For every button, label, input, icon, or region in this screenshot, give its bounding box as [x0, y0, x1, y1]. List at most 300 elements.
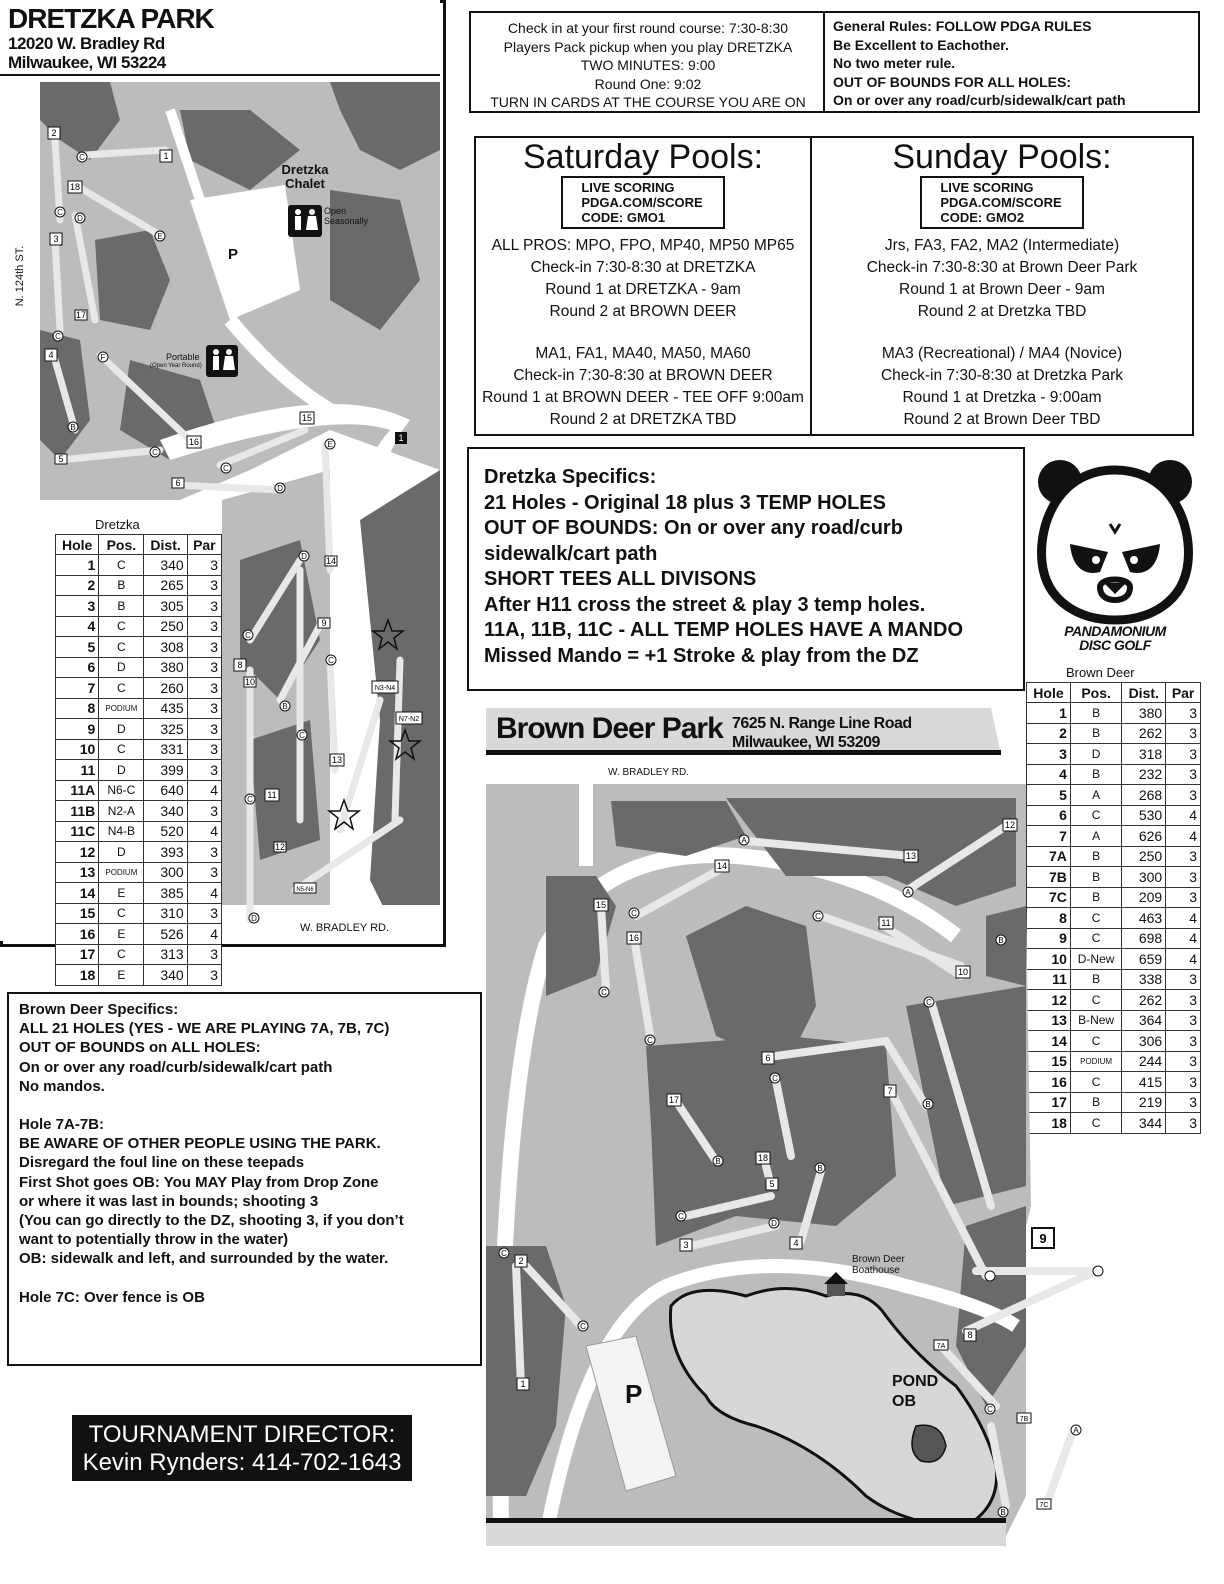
- svg-text:C: C: [79, 153, 85, 162]
- bd-table-cell: 18: [1027, 1113, 1071, 1134]
- svg-text:8: 8: [237, 660, 243, 670]
- svg-text:D: D: [301, 552, 307, 561]
- bd-table-cell: 3: [1166, 1051, 1201, 1072]
- pool-line: MA3 (Recreational) / MA4 (Novice): [881, 345, 1123, 362]
- svg-text:17: 17: [75, 310, 87, 320]
- bd-table-cell: 415: [1122, 1072, 1166, 1093]
- bd-table-cell: 3: [1166, 887, 1201, 908]
- bd-table-cell: 244: [1122, 1051, 1166, 1072]
- svg-text:6: 6: [765, 1053, 771, 1063]
- live-line: LIVE SCORING: [581, 180, 675, 195]
- pool-line: Round 1 at BROWN DEER - TEE OFF 9:00am: [482, 389, 804, 406]
- dretzka-table-cell: 331: [144, 739, 187, 760]
- spec-line: After H11 cross the street & play 3 temp holes.: [484, 593, 926, 616]
- dretzka-table-cell: N6-C: [99, 780, 144, 801]
- pool-line: Jrs, FA3, FA2, MA2 (Intermediate): [884, 237, 1120, 254]
- bd-table-cell: 2: [1027, 723, 1071, 744]
- bd-table-cell: 4: [1166, 826, 1201, 847]
- dretzka-table-row: [56, 596, 222, 617]
- svg-text:C: C: [601, 988, 607, 997]
- bd-spec-line: Hole 7A-7B:: [19, 1116, 105, 1134]
- dretzka-table-row: [56, 862, 222, 883]
- bd-table-cell: 530: [1122, 805, 1166, 826]
- bd-table-cell: 262: [1122, 723, 1166, 744]
- bd-table-cell: 3: [1166, 785, 1201, 806]
- dretzka-table-cell: 11: [56, 760, 99, 781]
- bd-table-cell: 344: [1122, 1113, 1166, 1134]
- dretzka-table-cell: 3: [187, 903, 221, 924]
- svg-text:15: 15: [301, 413, 313, 423]
- dretzka-table-cell: 380: [144, 657, 187, 678]
- svg-text:E: E: [157, 232, 163, 241]
- dretzka-table-title: Dretzka: [55, 515, 222, 534]
- pool-line: ALL PROS: MPO, FPO, MP40, MP50 MP65: [491, 237, 795, 254]
- bd-table-cell: 17: [1027, 1092, 1071, 1113]
- dretzka-table-cell: 11B: [56, 801, 99, 822]
- svg-text:17: 17: [668, 1095, 680, 1105]
- pond-label: [892, 1372, 938, 1412]
- dretzka-table-cell: 11A: [56, 780, 99, 801]
- bd-table-cell: 9: [1027, 928, 1071, 949]
- bd-table-cell: 232: [1122, 764, 1166, 785]
- bd-table-row: [1027, 846, 1201, 867]
- bd-table-row: [1027, 1031, 1201, 1052]
- spec-line: Dretzka Specifics:: [484, 466, 657, 488]
- bd-table-cell: C: [1070, 908, 1121, 929]
- sunday-live-scoring: [920, 176, 1083, 229]
- live-line: PDGA.COM/SCORE: [940, 195, 1062, 210]
- bd-spec-line: Disregard the foul line on these teepads: [19, 1154, 305, 1172]
- bd-table-cell: 306: [1122, 1031, 1166, 1052]
- dretzka-table-cell: 4: [56, 616, 99, 637]
- portable-label: Portable: [166, 352, 200, 362]
- svg-text:7A: 7A: [936, 1343, 946, 1350]
- svg-text:C: C: [926, 998, 932, 1007]
- pond-text: POND: [892, 1373, 939, 1390]
- bd-table-cell: 209: [1122, 887, 1166, 908]
- dretzka-table-row: [56, 903, 222, 924]
- bd-table-cell: 7C: [1027, 887, 1071, 908]
- bd-table-cell: C: [1070, 1072, 1121, 1093]
- bd-spec-line: BE AWARE OF OTHER PEOPLE USING THE PARK.: [19, 1135, 381, 1153]
- dretzka-table-cell: 7: [56, 678, 99, 699]
- pool-line: Round 2 at BROWN DEER: [549, 303, 737, 320]
- chalet-note: Open Seasonally: [324, 206, 369, 226]
- dretzka-address-line1: 12020 W. Bradley Rd: [8, 34, 165, 53]
- svg-text:D: D: [251, 914, 257, 923]
- bd-table-cell: 300: [1122, 867, 1166, 888]
- dretzka-table-row: [56, 657, 222, 678]
- general-rule-line: General Rules: FOLLOW PDGA RULES: [833, 18, 1092, 34]
- checkin-line: Check in at your first round course: 7:30-8:30: [507, 20, 789, 36]
- svg-text:C: C: [55, 332, 61, 341]
- bd-table-cell: A: [1070, 785, 1121, 806]
- svg-text:9: 9: [321, 618, 327, 628]
- bd-table-cell: 4: [1027, 764, 1071, 785]
- pool-line: Check-in 7:30-8:30 at Dretzka Park: [880, 367, 1124, 384]
- bd-table-cell: 6: [1027, 805, 1071, 826]
- bd-table-cell: 3: [1166, 990, 1201, 1011]
- svg-text:3: 3: [683, 1240, 689, 1250]
- saturday-live-scoring: [561, 176, 724, 229]
- portable-note: (Open Year Round): [150, 363, 202, 369]
- bd-table-cell: 3: [1166, 846, 1201, 867]
- dretzka-table-cell: 13: [56, 862, 99, 883]
- general-rule-line: Be Excellent to Eachother.: [833, 36, 1009, 53]
- bd-table-cell: 7: [1027, 826, 1071, 847]
- svg-text:1: 1: [163, 151, 169, 161]
- saturday-title: Saturday Pools:: [522, 138, 764, 176]
- dretzka-table-cell: 310: [144, 903, 187, 924]
- svg-text:6: 6: [175, 478, 181, 488]
- dretzka-table-cell: 640: [144, 780, 187, 801]
- bd-table-cell: 4: [1166, 908, 1201, 929]
- dretzka-table-cell: 12: [56, 842, 99, 863]
- bd-table-cell: 7B: [1027, 867, 1071, 888]
- dretzka-table-cell: 3: [187, 965, 221, 986]
- bd-table-row: [1027, 1072, 1201, 1093]
- chalet-label: Dretzka Chalet: [281, 162, 329, 191]
- dretzka-table-cell: B: [99, 575, 144, 596]
- bd-table-row: [1027, 949, 1201, 970]
- bd-table-row: [1027, 969, 1201, 990]
- bd-table-row: [1027, 744, 1201, 765]
- dretzka-table-cell: C: [99, 678, 144, 699]
- dretzka-table-cell: D: [99, 842, 144, 863]
- bd-table-header-cell: Dist.: [1122, 683, 1166, 703]
- bd-table-row: [1027, 887, 1201, 908]
- dretzka-table-row: [56, 821, 222, 842]
- bd-table-cell: D: [1070, 744, 1121, 765]
- pool-line: Check-in 7:30-8:30 at Brown Deer Park: [866, 259, 1138, 276]
- bd-spec-line: or where it was last in bounds; shooting 3: [19, 1192, 319, 1210]
- svg-text:C: C: [223, 464, 229, 473]
- bd-table-row: [1027, 785, 1201, 806]
- bd-table-row: [1027, 723, 1201, 744]
- bd-table-row: [1027, 1051, 1201, 1072]
- general-rule-line: OUT OF BOUNDS FOR ALL HOLES:: [833, 73, 1071, 90]
- dretzka-table-cell: 3: [187, 801, 221, 822]
- dretzka-table-cell: N4-B: [99, 821, 144, 842]
- bd-table-row: [1027, 826, 1201, 847]
- bd-table-cell: C: [1070, 990, 1121, 1011]
- dretzka-table-cell: 3: [187, 637, 221, 658]
- svg-text:4: 4: [48, 350, 54, 360]
- bd-table-cell: 5: [1027, 785, 1071, 806]
- bd-table-cell: B: [1070, 846, 1121, 867]
- bd-table-cell: D-New: [1070, 949, 1121, 970]
- dretzka-table-cell: C: [99, 903, 144, 924]
- bd-table-cell: 463: [1122, 908, 1166, 929]
- bd-table-header-cell: Hole: [1027, 683, 1071, 703]
- svg-text:B: B: [282, 702, 288, 711]
- bd-table-cell: 364: [1122, 1010, 1166, 1031]
- svg-text:10: 10: [244, 677, 256, 687]
- bd-spec-line: Hole 7C: Over fence is OB: [19, 1288, 205, 1306]
- bd-table-cell: 380: [1122, 703, 1166, 724]
- svg-text:B: B: [817, 1164, 823, 1173]
- dretzka-table-row: [56, 965, 222, 986]
- dretzka-table-row: [56, 801, 222, 822]
- pool-line: MA1, FA1, MA40, MA50, MA60: [535, 345, 751, 362]
- street-124th-label: N. 124th ST.: [14, 245, 26, 307]
- bd-table-cell: B: [1070, 703, 1121, 724]
- bd-table-row: [1027, 990, 1201, 1011]
- bd-table-cell: B: [1070, 887, 1121, 908]
- dretzka-table-cell: 399: [144, 760, 187, 781]
- bd-table-row: [1027, 1113, 1201, 1134]
- spec-line: 21 Holes - Original 18 plus 3 TEMP HOLES: [484, 491, 886, 514]
- svg-text:B: B: [715, 1157, 721, 1166]
- dretzka-table-cell: 526: [144, 924, 187, 945]
- svg-text:A: A: [905, 888, 911, 897]
- bd-table-cell: B: [1070, 723, 1121, 744]
- dretzka-table-cell: 4: [187, 883, 221, 904]
- svg-text:12: 12: [274, 842, 286, 852]
- bd-table-cell: 15: [1027, 1051, 1071, 1072]
- dretzka-table-cell: 2: [56, 575, 99, 596]
- dretzka-table-cell: 305: [144, 596, 187, 617]
- dretzka-table-row: [56, 842, 222, 863]
- svg-text:F: F: [100, 353, 106, 362]
- bd-table-cell: C: [1070, 1031, 1121, 1052]
- bd-spec-line: ALL 21 HOLES (YES - WE ARE PLAYING 7A, 7B, 7C): [19, 1020, 390, 1038]
- spec-line: SHORT TEES ALL DIVISONS: [484, 568, 757, 590]
- svg-text:7: 7: [887, 1086, 893, 1096]
- svg-text:5: 5: [58, 454, 64, 464]
- checkin-line: Round One: 9:02: [594, 75, 702, 92]
- bd-spec-line: First Shot goes OB: You MAY Play from Drop Zone: [19, 1173, 379, 1191]
- dretzka-table-cell: 385: [144, 883, 187, 904]
- svg-text:14: 14: [716, 861, 728, 871]
- svg-text:3: 3: [53, 234, 59, 244]
- svg-text:D: D: [771, 1219, 777, 1228]
- dretzka-parking-label: P: [228, 246, 239, 263]
- dretzka-table-cell: PODIUM: [99, 698, 144, 719]
- bd-table-row: [1027, 928, 1201, 949]
- bd-spec-line: On or over any road/curb/sidewalk/cart path: [19, 1058, 333, 1076]
- general-rule-line: No two meter rule.: [833, 55, 956, 71]
- bd-table-cell: 10: [1027, 949, 1071, 970]
- live-line: PDGA.COM/SCORE: [581, 195, 703, 210]
- restroom-icon: [288, 205, 322, 237]
- pool-line: Round 1 at Brown Deer - 9am: [899, 281, 1105, 298]
- dretzka-table-cell: 3: [187, 719, 221, 740]
- bd-table-cell: C: [1070, 928, 1121, 949]
- dretzka-table-cell: 18: [56, 965, 99, 986]
- sunday-pools: [812, 138, 1192, 434]
- brand-line2: DISC GOLF: [1079, 637, 1151, 653]
- bd-address-line1: 7625 N. Range Line Road: [732, 715, 912, 732]
- svg-text:C: C: [815, 912, 821, 921]
- svg-text:C: C: [678, 1212, 684, 1221]
- dretzka-table-cell: 15: [56, 903, 99, 924]
- svg-text:E: E: [327, 440, 333, 449]
- bd-table-cell: C: [1070, 805, 1121, 826]
- svg-text:D: D: [77, 214, 83, 223]
- bd-table-cell: 7A: [1027, 846, 1071, 867]
- bd-table-cell: 3: [1166, 764, 1201, 785]
- bd-table-cell: 3: [1027, 744, 1071, 765]
- bd-table-cell: PODIUM: [1070, 1051, 1121, 1072]
- dretzka-table-row: [56, 739, 222, 760]
- svg-text:16: 16: [188, 437, 200, 447]
- dretzka-table-row: [56, 555, 222, 576]
- dretzka-table-cell: B: [99, 596, 144, 617]
- svg-text:18: 18: [69, 182, 81, 192]
- dretzka-table-cell: 9: [56, 719, 99, 740]
- dretzka-table-cell: D: [99, 760, 144, 781]
- svg-text:11: 11: [267, 790, 277, 800]
- dretzka-table-row: [56, 924, 222, 945]
- svg-text:B: B: [998, 936, 1004, 945]
- dretzka-bradley-label: W. BRADLEY RD.: [300, 922, 390, 934]
- dretzka-table-cell: 17: [56, 944, 99, 965]
- saturday-pools: [476, 138, 812, 434]
- svg-text:4: 4: [793, 1238, 799, 1248]
- svg-text:9: 9: [1039, 1231, 1047, 1246]
- bd-table-cell: B-New: [1070, 1010, 1121, 1031]
- bd-table-cell: 3: [1166, 1031, 1201, 1052]
- dretzka-table-cell: E: [99, 883, 144, 904]
- dretzka-table-cell: 265: [144, 575, 187, 596]
- svg-text:5: 5: [769, 1179, 775, 1189]
- bd-table-row: [1027, 908, 1201, 929]
- bd-table-cell: 3: [1166, 1113, 1201, 1134]
- dretzka-table-cell: 4: [187, 821, 221, 842]
- dretzka-table-row: [56, 719, 222, 740]
- brown-deer-specifics-box: [7, 992, 482, 1366]
- dretzka-table-cell: D: [99, 657, 144, 678]
- dretzka-table-cell: E: [99, 924, 144, 945]
- bd-table-cell: 262: [1122, 990, 1166, 1011]
- svg-text:2: 2: [51, 128, 57, 138]
- td-name: Kevin Rynders: 414-702-1643: [82, 1449, 402, 1476]
- pool-line: Round 2 at DRETZKA TBD: [549, 411, 737, 428]
- bd-table-cell: A: [1070, 826, 1121, 847]
- pool-line: Round 1 at Dretzka - 9:00am: [902, 389, 1102, 406]
- dretzka-table-cell: 340: [144, 555, 187, 576]
- dretzka-table-cell: N2-A: [99, 801, 144, 822]
- dretzka-table-cell: 3: [187, 596, 221, 617]
- dretzka-table-row: [56, 678, 222, 699]
- svg-text:C: C: [647, 1036, 653, 1045]
- dretzka-table-cell: 435: [144, 698, 187, 719]
- dretzka-table-cell: 250: [144, 616, 187, 637]
- dretzka-address-line2: Milwaukee, WI 53224: [8, 53, 166, 72]
- dretzka-table-cell: 6: [56, 657, 99, 678]
- dretzka-table-cell: 3: [187, 657, 221, 678]
- bd-table-row: [1027, 867, 1201, 888]
- bd-table-row: [1027, 764, 1201, 785]
- dretzka-table-row: [56, 883, 222, 904]
- dretzka-table-row: [56, 698, 222, 719]
- dretzka-header: [0, 0, 440, 76]
- live-line: CODE: GMO2: [940, 210, 1025, 225]
- dretzka-table-cell: 3: [187, 862, 221, 883]
- pool-line: Round 1 at DRETZKA - 9am: [545, 281, 741, 298]
- svg-text:B: B: [1000, 1508, 1006, 1517]
- svg-text:C: C: [245, 631, 251, 640]
- checkin-line: TURN IN CARDS AT THE COURSE YOU ARE ON: [490, 94, 806, 110]
- svg-text:7B: 7B: [1019, 1416, 1029, 1423]
- bd-table-cell: 250: [1122, 846, 1166, 867]
- svg-text:C: C: [631, 909, 637, 918]
- dretzka-table-cell: C: [99, 616, 144, 637]
- dretzka-table-cell: E: [99, 965, 144, 986]
- bd-table-cell: 3: [1166, 703, 1201, 724]
- pond-ob-text: OB: [892, 1393, 916, 1410]
- svg-text:7C: 7C: [1039, 1502, 1049, 1509]
- sunday-title: Sunday Pools:: [892, 138, 1112, 176]
- svg-text:N5-N6: N5-N6: [296, 887, 314, 893]
- dretzka-table-cell: 4: [187, 924, 221, 945]
- svg-text:C: C: [247, 795, 253, 804]
- pool-line: Check-in 7:30-8:30 at DRETZKA: [530, 259, 756, 276]
- dretzka-table-cell: C: [99, 739, 144, 760]
- svg-text:A: A: [1073, 1426, 1079, 1435]
- bd-table-cell: 626: [1122, 826, 1166, 847]
- td-title: TOURNAMENT DIRECTOR:: [88, 1421, 396, 1448]
- dretzka-table-cell: PODIUM: [99, 862, 144, 883]
- dretzka-table-cell: 3: [187, 944, 221, 965]
- bd-table-cell: 219: [1122, 1092, 1166, 1113]
- dretzka-table-row: [56, 780, 222, 801]
- live-line: CODE: GMO1: [581, 210, 666, 225]
- bd-table-cell: 659: [1122, 949, 1166, 970]
- dretzka-table-cell: 1: [56, 555, 99, 576]
- dretzka-specifics-box: [467, 447, 1025, 691]
- pool-line: Round 2 at Dretzka TBD: [917, 303, 1087, 320]
- bd-table-row: [1027, 1092, 1201, 1113]
- svg-text:C: C: [580, 1322, 586, 1331]
- bd-spec-line: OUT OF BOUNDS on ALL HOLES:: [19, 1039, 261, 1057]
- brand-line1: PANDAMONIUM: [1064, 623, 1166, 639]
- svg-text:13: 13: [331, 755, 343, 765]
- svg-text:B: B: [70, 423, 76, 432]
- svg-text:14: 14: [325, 556, 337, 566]
- bd-bradley-label: W. BRADLEY RD.: [608, 767, 689, 778]
- bd-table-cell: 4: [1166, 949, 1201, 970]
- brown-deer-score-table: [1026, 663, 1201, 1134]
- spec-line: sidewalk/cart path: [484, 542, 658, 565]
- svg-text:C: C: [987, 1405, 993, 1414]
- svg-text:N3-N4: N3-N4: [374, 685, 396, 692]
- svg-text:C: C: [772, 1074, 778, 1083]
- dretzka-table-header-cell: Pos.: [99, 535, 144, 555]
- bd-table-header-cell: Par: [1166, 683, 1201, 703]
- dretzka-table-cell: 11C: [56, 821, 99, 842]
- svg-text:C: C: [57, 208, 63, 217]
- dretzka-table-cell: 10: [56, 739, 99, 760]
- bd-table-cell: 16: [1027, 1072, 1071, 1093]
- dretzka-table-cell: 3: [187, 555, 221, 576]
- bd-table-cell: 4: [1166, 928, 1201, 949]
- boathouse-label: Brown Deer Boathouse: [852, 1254, 905, 1276]
- spec-line: Missed Mando = +1 Stroke & play from the DZ: [484, 644, 919, 667]
- portable-restroom-icon: [206, 345, 238, 377]
- bd-table-cell: 4: [1166, 805, 1201, 826]
- bd-table-row: [1027, 703, 1201, 724]
- pools-box: [474, 136, 1194, 436]
- bd-parking-label: P: [625, 1379, 643, 1409]
- brown-deer-address: [732, 714, 912, 752]
- bd-table-cell: 11: [1027, 969, 1071, 990]
- brown-deer-map: [486, 706, 1079, 1546]
- bd-table-cell: 338: [1122, 969, 1166, 990]
- bd-spec-line: want to potentially throw in the water): [19, 1231, 289, 1249]
- dretzka-table-cell: C: [99, 944, 144, 965]
